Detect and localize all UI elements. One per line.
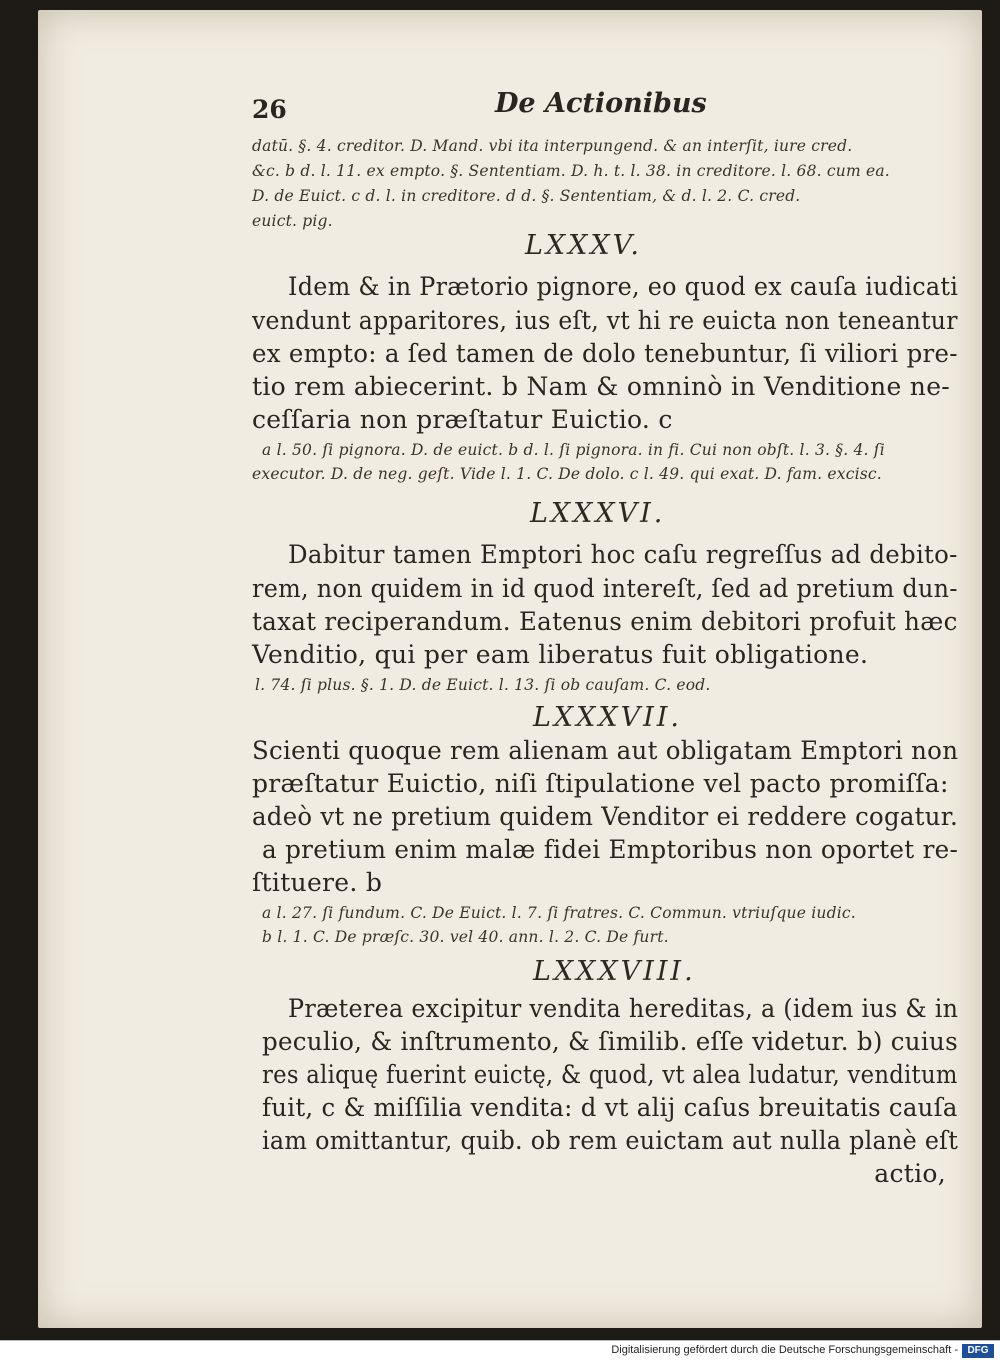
- note-line: D. de Euict. c d. l. in creditore. d d. §. Sententiam, & d. l. 2. C. cred.: [252, 187, 801, 205]
- text-line: Venditio, qui per eam liberatus fuit obligatione.: [252, 640, 869, 669]
- text-line: ceſſaria non præſtatur Euictio. c: [252, 405, 673, 434]
- text-line: a pretium enim malæ fidei Emptoribus non oportet re-: [262, 835, 959, 864]
- note-line: a l. 27. ſi fundum. C. De Euict. l. 7. ſi fratres. C. Commun. vtriuſque iudic.: [262, 904, 856, 922]
- section-heading: LXXXVII.: [533, 702, 683, 733]
- text-line: res aliquę fuerint euictę, & quod, vt alea ludatur, venditum: [262, 1060, 958, 1089]
- text-line: tio rem abiecerint. b Nam & omninò in Venditione ne-: [252, 372, 951, 401]
- note-line: b l. 1. C. De præſc. 30. vel 40. ann. l. 2. C. De furt.: [262, 928, 669, 946]
- footer-credit: Digitalisierung gefördert durch die Deutsche Forschungsgemeinschaft -: [611, 1344, 958, 1356]
- text-line: adeò vt ne pretium quidem Venditor ei reddere cogatur.: [252, 802, 958, 831]
- page-number: 26: [252, 95, 287, 124]
- text-line: iam omittantur, quib. ob rem euictam aut nulla planè eſt: [262, 1126, 959, 1155]
- text-line: peculio, & inſtrumento, & ſimilib. eſſe videtur. b) cuius: [262, 1027, 958, 1056]
- section-heading: LXXXV.: [525, 230, 642, 261]
- text-line: taxat reciperandum. Eatenus enim debitori profuit hæc: [252, 607, 958, 636]
- text-line: Idem & in Prætorio pignore, eo quod ex cauſa iudicati: [288, 272, 959, 301]
- text-line: præſtatur Euictio, niſi ſtipulatione vel pacto promiſſa:: [252, 769, 949, 798]
- note-line: datū. §. 4. creditor. D. Mand. vbi ita interpungend. & an interſit, iure cred.: [252, 137, 853, 155]
- footer-bar: [0, 1340, 1000, 1362]
- text-line: vendunt apparitores, ius eſt, vt hi re euicta non teneantur: [252, 306, 958, 335]
- text-line: actio,: [874, 1159, 946, 1188]
- text-line: rem, non quidem in id quod intereſt, ſed ad pretium dun-: [252, 574, 958, 603]
- running-head: De Actionibus: [495, 88, 707, 119]
- note-line: a l. 50. ſi pignora. D. de euict. b d. l. ſi pignora. in fi. Cui non obſt. l. 3. §. 4. ſi: [262, 441, 885, 459]
- text-line: ex empto: a ſed tamen de dolo tenebuntur, ſi viliori pre-: [252, 339, 958, 368]
- note-line: executor. D. de neg. geſt. Vide l. 1. C. De dolo. c l. 49. qui exat. D. fam. excisc.: [252, 465, 882, 483]
- text-line: Scienti quoque rem alienam aut obligatam Emptori non: [252, 736, 959, 765]
- text-line: Dabitur tamen Emptori hoc caſu regreſſus ad debito-: [288, 540, 958, 569]
- note-line: &c. b d. l. 11. ex empto. §. Sententiam. D. h. t. l. 38. in creditore. l. 68. cum ea.: [252, 162, 890, 180]
- dfg-logo-icon: DFG: [962, 1344, 994, 1358]
- text-line: fuit, c & miſſilia vendita: d vt alij caſus breuitatis cauſa: [262, 1093, 958, 1122]
- text-line: ſtituere. b: [252, 868, 383, 897]
- text-line: Præterea excipitur vendita hereditas, a (idem ius & in: [288, 994, 959, 1023]
- note-line: euict. pig.: [252, 212, 333, 230]
- section-heading: LXXXVI.: [530, 498, 666, 529]
- section-heading: LXXXVIII.: [533, 956, 696, 987]
- note-line: l. 74. ſi plus. §. 1. D. de Euict. l. 13. ſi ob cauſam. C. eod.: [255, 676, 711, 694]
